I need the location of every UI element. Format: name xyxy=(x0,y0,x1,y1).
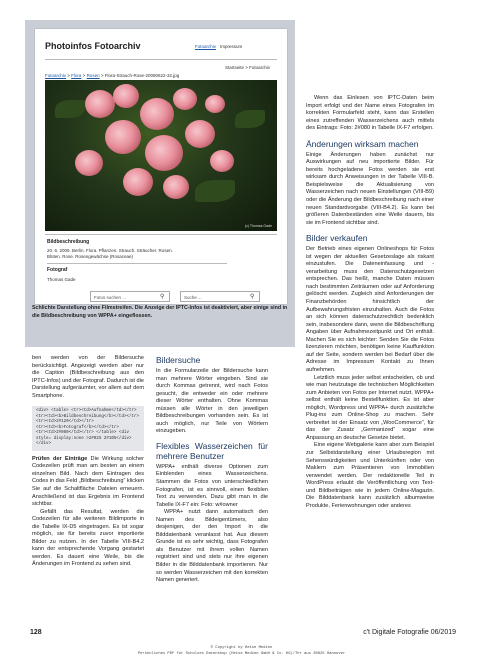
paragraph: WPPA+ enthält diverse Optionen zum Einblenden eines Wasserzeichens. Stammen die Fotos von unterschiedlichen Fotografen, ist es sinnvoll, einen flexiblen Text zu verwenden. Dazu gibt man in die Tabelle IX-F7 ein: Foto: w#owner xyxy=(156,463,268,508)
column-3 xyxy=(306,95,434,510)
paragraph: Gefällt das Resultat, werden die Codezeilen für alle weiteren Bildimporte in die Tabelle IX-D5 eingetragen. Es ist sogar möglich, sie für bereits zuvor importierte Bilder zu nutzen. In der Tabelle VIII-B4.2 kann der entsprechende Vorgang gestartet werden. Es dauert eine Weile, bis die Änderungen im Frontend zu sehen sind. xyxy=(32,508,144,568)
rose-photo[interactable] xyxy=(45,80,277,231)
photographer-label: Fotograf xyxy=(47,267,68,273)
paragraph: Der Betrieb eines eigenen Onlineshops für Fotos ist wegen der aktuellen Gesetzeslage als riskant einzustufen. Die Dateneinfassung und -verarbeitung muss den Datenschutzgesetzen entsprechen. Das heißt, manche Daten müssen nach bestimmten Zeiträumen oder auf Anforderung gelöscht werden. Zugleich sind Anforderungen der Finanzbehörden hinsichtlich der Aufbewahrungsfristen einzuhalten. Auch die Fotos an sich können datenschutzrechtlich bedenklich sein, insbesondere dann, wenn die Bildbeschriftung Angaben über Aufnahmezeitpunkt und Ort enthält. Machen Sie es sich leichter: Senden Sie die Fotos lizenzieren möchten, benötigen keine Kauffunktion auf der Seite, sondern werden bei Bedarf über die Adresse im Impressum Kontakt zu Ihnen aufnehmen. xyxy=(306,246,434,373)
column-1 xyxy=(32,355,144,569)
photo-credit: (c) Thomas Gade xyxy=(244,224,272,228)
license-notice: Persönliches PDF für Schulzes Datenshop (Heise Medien GmbH & Co. KG)/Thr aus 30625 Hannover xyxy=(137,652,346,656)
description-label: Bildbeschreibung xyxy=(47,239,90,245)
section-heading: Bilder verkaufen xyxy=(306,233,368,244)
paragraph: WPPA+ nutzt dann automatisch den Namen des Bildeigentümers, also desjenigen, der den Import in die Bilddatenbank veranlasst hat. Aus diesem Grunde ist es sehr wichtig, dass Fotografen als Benutzer mit ihrem vollen Namen registriert sind und stets nur ihre eigenen Bilder in die Bilddatenbank importieren. Nur so werden Wasserzeichen mit den korrekten Namen generiert. xyxy=(156,509,268,584)
sub-nav[interactable]: Startseite > Fotoarchiv xyxy=(225,65,271,70)
figure-caption: Schlichte Darstellung ohne Filmstreifen. Die Anzeige der IPTC-Infos ist deaktiviert, aber einige sind in die Bildbeschreibung von WPPA+ eingeflossen. xyxy=(32,305,288,319)
breadcrumb-link[interactable]: Flora xyxy=(71,73,82,78)
site-title: Photoinfos Fotoarchiv xyxy=(45,41,141,51)
paragraph: Letztlich muss jeder selbst entscheiden, ob und wie man heutzutage die technischen Möglichkeiten zum Anbieten von Fotos per Internet nutzt. WPPA+ selbst enthält keine Bestellfunktion. Es ist aber möglich, Wordpress und WPPA+ durch zusätzliche Plug-ins zum Online-Shop zu machen. Sehr verbreitet ist der Einsatz von „WooCommerce“, für das der Zusatz „Germanized“ sogar eine Anpassung an deutsche Gesetze bietet. xyxy=(306,374,434,441)
search-icon[interactable]: ⚲ xyxy=(250,294,255,300)
paragraph: Eine eigene Webgalerie kann aber zum Beispiel zur Selbstdarstellung einer Urlaubsregion mit Sehenswürdigkeiten und Unterkünften oder von Maklern zum Präsentieren von Immobilien verwendet werden. Der redaktionelle Teil in WordPress erlaubt die Veröffentlichung von Text- und Bildbeiträgen wie in jedem Online-Magazin. Die Bilddatenbank kann zusätzlich albumweise Produkte, Ferienwohnungen oder anderes xyxy=(306,442,434,509)
page-number: 128 xyxy=(30,629,42,636)
divider xyxy=(47,263,227,264)
breadcrumb-current: > Flora-Strauch-Rose-20090622-32.jpg xyxy=(100,73,180,78)
column-2 xyxy=(156,355,268,585)
breadcrumb-link[interactable]: Fotoarchiv xyxy=(45,73,67,78)
copyright-line: © Copyright by Heise Medien xyxy=(210,646,273,650)
top-links xyxy=(195,44,242,49)
divider xyxy=(45,234,277,235)
code-block: <div> <table> <tr><td>Aufnahme</td></tr> <tr><td><b>Bildbeschreibung</b></td></tr> <tr><td>2#120</td></tr> <tr><td><b>Fotograf</b></td></tr> <tr><td>2#080</td></tr> </table> <div style= display:none >2#025 2#105</div> </div> xyxy=(32,406,144,451)
run-in-heading: Prüfen der Einträge xyxy=(32,455,88,462)
description-line: 20. 6. 2009. Berlin. Flora. Pflanzen. Strauch. Sträucher. Rosen. xyxy=(47,248,173,253)
description-line: Blüten. Rose. Rosengewächse (Rosaceae) xyxy=(47,254,134,259)
section-heading: Bildersuche xyxy=(156,355,201,365)
section-heading: Änderungen wirksam machen xyxy=(306,138,419,149)
search-input[interactable]: Suche ... xyxy=(180,291,260,302)
paragraph: Die Wirkung solcher Codezeilen prüft man am besten an einem einzelnen Bild. Nach dem Eintragen des Codes in das Feld „Bildbeschreibung“ klicken Sie auf die Schaltfläche Dateien erneuern. Anschließend ist das Ergebnis im Frontend sichtbar. xyxy=(32,455,144,508)
top-link-fotoarchiv[interactable]: Fotoarchiv xyxy=(195,44,217,49)
top-link-impressum[interactable]: Impressum xyxy=(220,44,243,49)
photographer-name: Thomas Gade xyxy=(47,277,76,282)
breadcrumb-link[interactable]: Rosen xyxy=(86,73,100,78)
search-fotos-input[interactable]: Fotos suchen ... xyxy=(90,291,170,302)
section-heading: Flexibles Wasserzeichen für mehrere Benutzer xyxy=(156,440,268,461)
website-screenshot xyxy=(35,29,287,304)
search-icon[interactable]: ⚲ xyxy=(160,294,165,300)
paragraph: In die Formularzeile der Bildersuche kann man mehrere Wörter eingeben. Sind sie durch Kommas getrennt, wird nach Fotos gesucht, die entweder ein oder mehrere dieser Wörter enthalten. Ohne Kommas müssen alle Wörter in den jeweiligen Bildbeschreibungen vorhanden sein. Es ist auch möglich, nur Teile von Wörtern einzugeben. xyxy=(156,368,268,435)
paragraph: Wenn das Einlesen von IPTC-Daten beim Import erfolgt und der Name eines Fotografen im korrekten Formularfeld steht, kann das Erstellen eines zutreffenden Wasserzeichens auch mittels des Eintrags: Foto: 2#080 in Tabelle IX-F7 erfolgen. xyxy=(306,95,434,132)
magazine-title: c't Digitale Fotografie 06/2019 xyxy=(363,629,456,636)
breadcrumb: Fotoarchiv > Flora > Rosen > Flora-Strauch-Rose-20090622-32.jpg xyxy=(45,73,180,78)
divider xyxy=(45,59,277,60)
paragraph: ben werden von der Bildersuche berücksichtigt. Angezeigt werden aber nur die Caption (Bildbeschreibung aus den IPTC-Infos) und der Fotograf. Dadurch ist die Darstellung aufgeräumter, vor allem auf dem Smartphone. xyxy=(32,355,144,399)
paragraph: Einige Änderungen haben zunächst nur Auswirkungen auf neu importierte Bilder. Für bereits hochgeladene Fotos werden sie erst wirksam durch Anweisungen in der Tabelle VIII-B. Beispielsweise die Aktualisierung von Wasserzeichen nach neuen Einstellungen (VIII-B9) oder die Änderung der Bildbeschreibung nach einer neuen Standardvorgabe (VIII-B4.2). Es kann bei größeren Datenbeständen eine Weile dauern, bis sie im Frontend sichtbar sind. xyxy=(306,151,434,226)
